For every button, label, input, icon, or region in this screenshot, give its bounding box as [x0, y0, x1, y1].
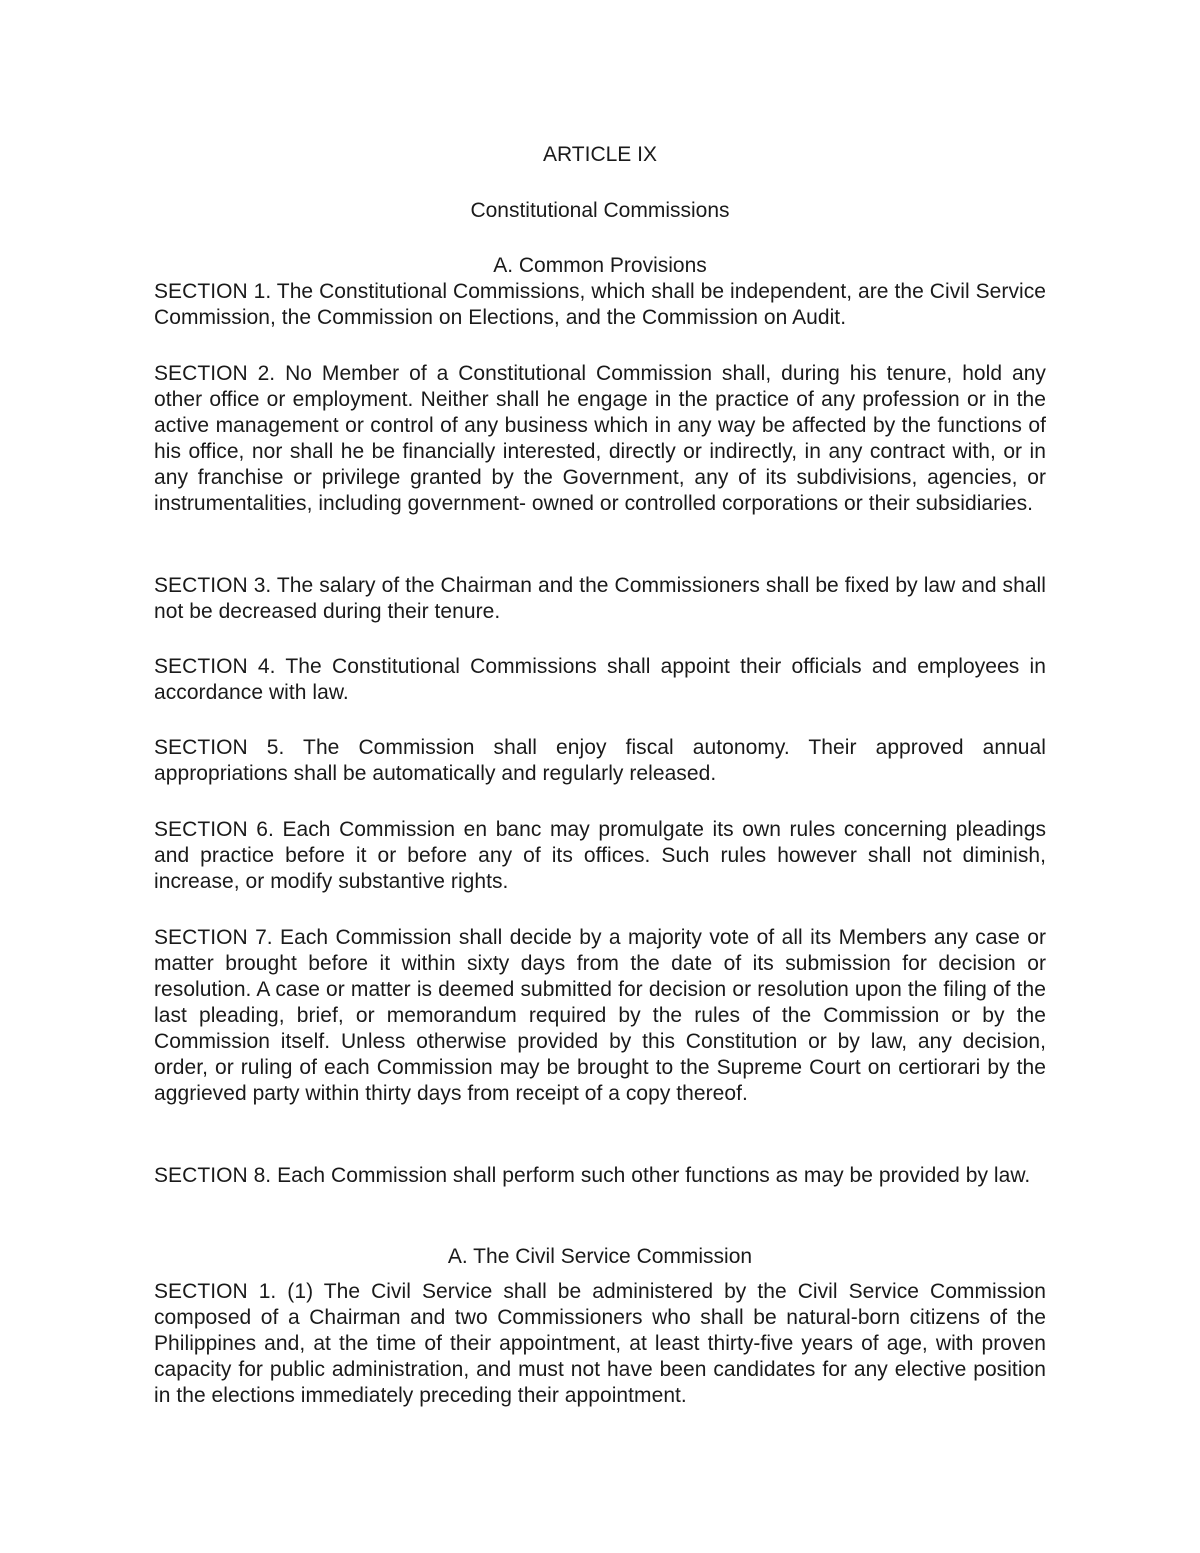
article-subtitle: Constitutional Commissions — [470, 199, 730, 222]
paragraph-section-4: SECTION 4. The Constitutional Commissions shall appoint their officials and employees in accordance with law. — [154, 655, 1046, 704]
paragraph-section-2: SECTION 2. No Member of a Constitutional Commission shall, during his tenure, hold any other office or employment. Neither shall he engage in the practice of any profession or in the active management or control of any business which in any way be affected by the functions of his office, nor shall he be financially interested, directly or indirectly, in any contract with, or in any franchise or privilege granted by the Government, any of its subdivisions, agencies, or instrumentalities, including government- owned or controlled corporations or their subsidiaries. — [154, 362, 1046, 515]
paragraph-section-3: SECTION 3. The salary of the Chairman and the Commissioners shall be fixed by law and shall not be decreased during their tenure. — [154, 574, 1046, 623]
paragraph-section-1: SECTION 1. The Constitutional Commissions, which shall be independent, are the Civil Service Commission, the Commission on Elections, and the Commission on Audit. — [154, 280, 1046, 329]
paragraph-section-5: SECTION 5. The Commission shall enjoy fiscal autonomy. Their approved annual appropriations shall be automatically and regularly released. — [154, 736, 1046, 785]
section-heading-civil-service: A. The Civil Service Commission — [447, 1245, 753, 1268]
paragraph-section-7: SECTION 7. Each Commission shall decide by a majority vote of all its Members any case or matter brought before it within sixty days from the date of its submission for decision or resolution. A case or matter is deemed submitted for decision or resolution upon the filing of the last pleading, brief, or memorandum required by the rules of the Commission or by the Commission itself. Unless otherwise provided by this Constitution or by law, any decision, order, or ruling of each Commission may be brought to the Supreme Court on certiorari by the aggrieved party within thirty days from receipt of a copy thereof. — [154, 926, 1046, 1105]
article-title: ARTICLE IX — [543, 143, 657, 166]
section-heading-common-provisions: A. Common Provisions — [493, 254, 707, 277]
paragraph-civil-service-section-1: SECTION 1. (1) The Civil Service shall be administered by the Civil Service Commission composed of a Chairman and two Commissioners who shall be natural-born citizens of the Philippines and, at the time of their appointment, at least thirty-five years of age, with proven capacity for public administration, and must not have been candidates for any elective position in the elections immediately preceding their appointment. — [154, 1280, 1046, 1407]
paragraph-section-6: SECTION 6. Each Commission en banc may promulgate its own rules concerning pleadings and practice before it or before any of its offices. Such rules however shall not diminish, increase, or modify substantive rights. — [154, 818, 1046, 893]
paragraph-section-8: SECTION 8. Each Commission shall perform such other functions as may be provided by law. — [154, 1164, 1031, 1187]
